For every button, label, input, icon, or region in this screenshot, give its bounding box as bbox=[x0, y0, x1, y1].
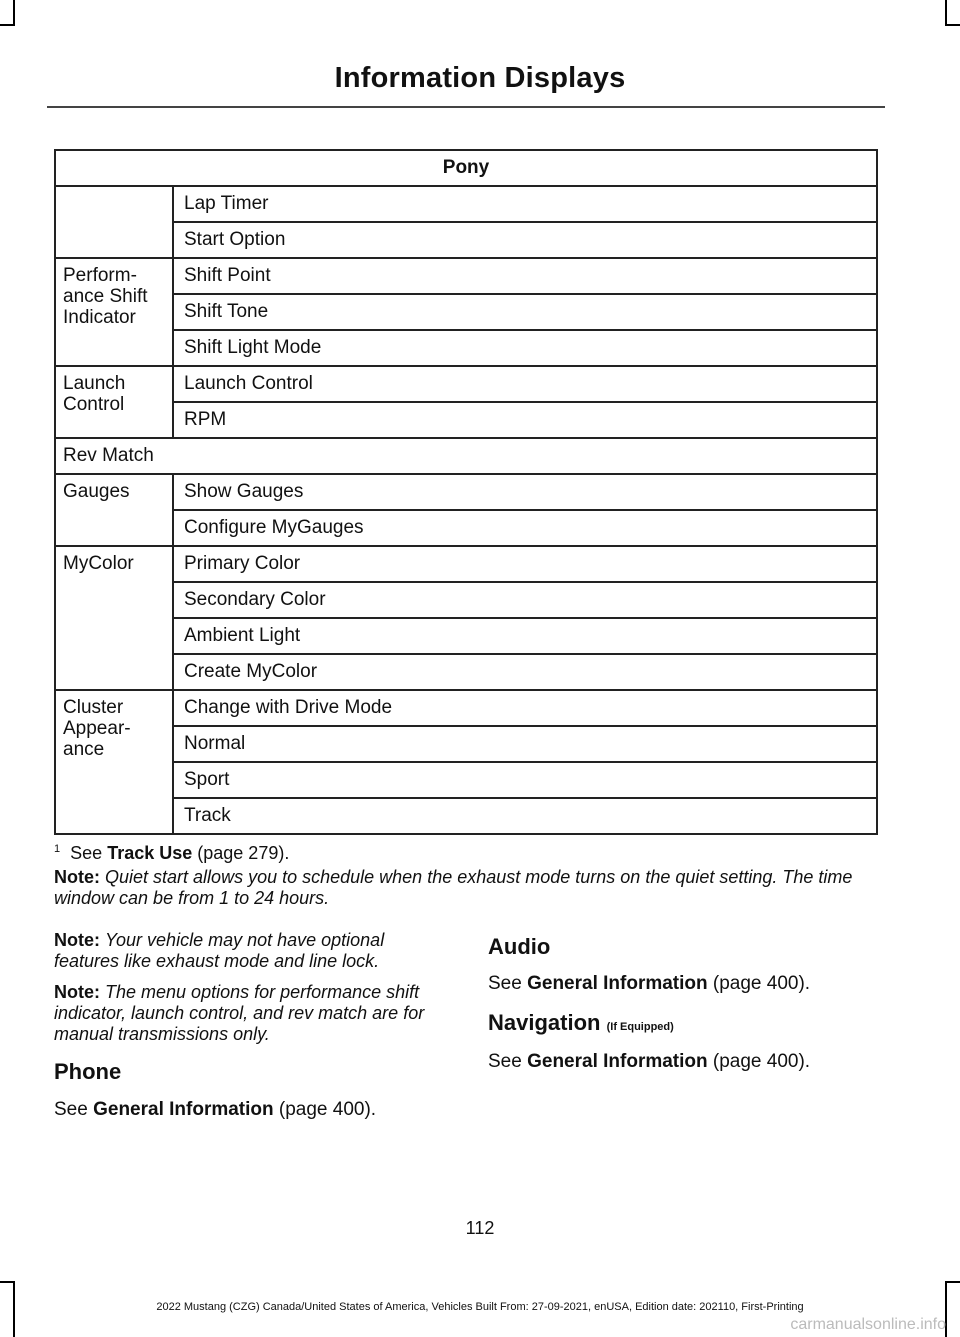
crop-mark bbox=[13, 0, 15, 26]
table-cell-option: Primary Color bbox=[173, 546, 877, 582]
table-cell-option: Start Option bbox=[173, 222, 877, 258]
page-number: 112 bbox=[465, 1218, 495, 1238]
title-divider bbox=[47, 106, 885, 108]
crop-mark bbox=[0, 1281, 15, 1283]
table-row bbox=[55, 186, 877, 222]
table-cell-category: Perform- ance Shift Indicator bbox=[55, 258, 173, 366]
table-cell-option: Normal bbox=[173, 726, 877, 762]
table-row bbox=[55, 258, 877, 294]
footnote-post: (page 279). bbox=[197, 843, 290, 863]
note-manual bbox=[54, 982, 449, 1045]
note-text: Your vehicle may not have optional features like exhaust mode and line lock. bbox=[54, 930, 385, 971]
table-cell-category: Cluster Appear- ance bbox=[55, 690, 173, 834]
crop-mark bbox=[945, 24, 960, 26]
table-row bbox=[55, 546, 877, 582]
note-label: Note: bbox=[54, 982, 100, 1002]
note-label: Note: bbox=[54, 930, 100, 950]
table-cell-category: Launch Control bbox=[55, 366, 173, 438]
table-row bbox=[55, 762, 877, 798]
table-row bbox=[55, 618, 877, 654]
crop-mark bbox=[945, 0, 947, 26]
table-row bbox=[55, 582, 877, 618]
navigation-heading-text: Navigation bbox=[488, 1010, 601, 1035]
table-row bbox=[55, 654, 877, 690]
table-row bbox=[55, 438, 877, 474]
note-optional bbox=[54, 930, 449, 972]
table-cell-option: Shift Point bbox=[173, 258, 877, 294]
table-row bbox=[55, 474, 877, 510]
table-row bbox=[55, 402, 877, 438]
table-cell-option: Track bbox=[173, 798, 877, 834]
note-quiet-start bbox=[54, 867, 884, 909]
table-row bbox=[55, 726, 877, 762]
table-row bbox=[55, 798, 877, 834]
navigation-reference bbox=[488, 1051, 810, 1073]
table-cell-category: Gauges bbox=[55, 474, 173, 546]
phone-link[interactable]: General Information bbox=[93, 1099, 274, 1120]
crop-mark bbox=[0, 24, 15, 26]
table-row bbox=[55, 366, 877, 402]
ref-pre: See bbox=[488, 973, 522, 994]
heading-phone: Phone bbox=[54, 1059, 122, 1084]
table-row bbox=[55, 690, 877, 726]
heading-audio: Audio bbox=[488, 934, 551, 959]
page-title: Information Displays bbox=[334, 62, 626, 94]
audio-reference bbox=[488, 973, 810, 995]
table-cell-category: MyColor bbox=[55, 546, 173, 690]
navigation-link[interactable]: General Information bbox=[527, 1051, 708, 1072]
crop-mark bbox=[945, 1281, 960, 1283]
watermark: carmanualsonline.info bbox=[790, 1316, 946, 1333]
ref-pre: See bbox=[488, 1051, 522, 1072]
footnote-pre: See bbox=[70, 843, 103, 863]
table-cell-option: Create MyColor bbox=[173, 654, 877, 690]
table-cell-option: RPM bbox=[173, 402, 877, 438]
table-row bbox=[55, 294, 877, 330]
note-text: The menu options for performance shift indicator, launch control, and rev match are for manual transmissions only. bbox=[54, 982, 425, 1044]
heading-navigation bbox=[488, 1010, 674, 1036]
note-text: Quiet start allows you to schedule when the exhaust mode turns on the quiet setting. The time window can be from 1 to 24 hours. bbox=[54, 867, 853, 908]
menu-table bbox=[54, 149, 878, 835]
table-cell-option: Change with Drive Mode bbox=[173, 690, 877, 726]
ref-post: (page 400). bbox=[712, 973, 811, 994]
navigation-qualifier: (If Equipped) bbox=[606, 1021, 674, 1033]
page-footer: 2022 Mustang (CZG) Canada/United States of America, Vehicles Built From: 27-09-2021, enUSA, Edition date: 202110, First-Printing bbox=[156, 1301, 804, 1313]
footnote-marker: 1 bbox=[54, 843, 61, 855]
table-header: Pony bbox=[55, 150, 877, 186]
audio-link[interactable]: General Information bbox=[527, 973, 708, 994]
ref-post: (page 400). bbox=[278, 1099, 377, 1120]
footnote-link[interactable]: Track Use bbox=[107, 843, 193, 863]
table-cell-option: Shift Light Mode bbox=[173, 330, 877, 366]
ref-post: (page 400). bbox=[712, 1051, 811, 1072]
phone-reference bbox=[54, 1099, 376, 1121]
table-cell-option: Launch Control bbox=[173, 366, 877, 402]
ref-pre: See bbox=[54, 1099, 88, 1120]
table-body bbox=[55, 186, 877, 834]
table-cell-option: Ambient Light bbox=[173, 618, 877, 654]
table-cell-option: Shift Tone bbox=[173, 294, 877, 330]
table-cell-option: Show Gauges bbox=[173, 474, 877, 510]
table-cell-option: Configure MyGauges bbox=[173, 510, 877, 546]
note-label: Note: bbox=[54, 867, 100, 887]
footnote bbox=[54, 843, 289, 864]
table-cell-option: Sport bbox=[173, 762, 877, 798]
table-row bbox=[55, 330, 877, 366]
table-cell-option: Secondary Color bbox=[173, 582, 877, 618]
table-row bbox=[55, 222, 877, 258]
table-cell-full: Rev Match bbox=[55, 438, 877, 474]
table-cell-category bbox=[55, 186, 173, 258]
table-row bbox=[55, 510, 877, 546]
table-cell-option: Lap Timer bbox=[173, 186, 877, 222]
